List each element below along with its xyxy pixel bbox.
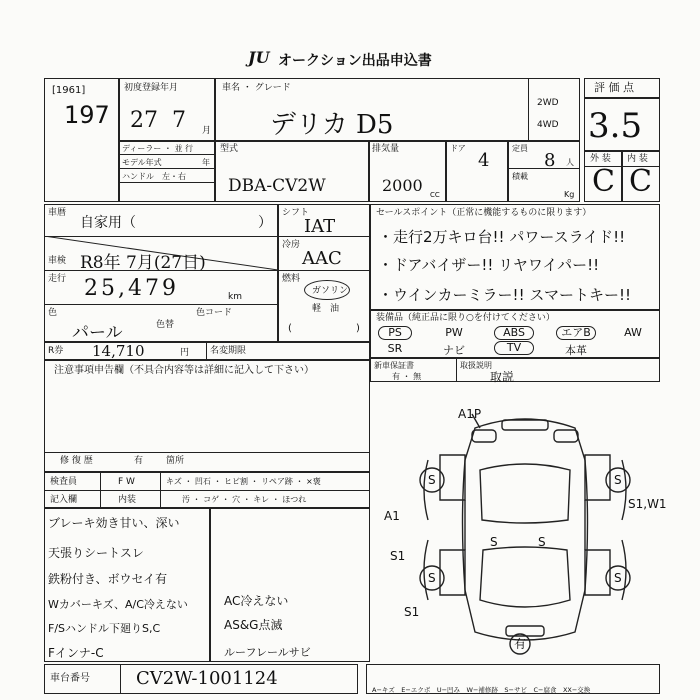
color-code-label: 色コード xyxy=(196,308,233,318)
lot-code: [1961] xyxy=(52,85,86,96)
km-unit: km xyxy=(228,292,242,302)
diagram-mark-s-center-r: S xyxy=(538,535,546,549)
rating-value: 3.5 xyxy=(588,106,643,146)
notes-header: 注意事項申告欄（不具合内容等は詳細に記入して下さい） xyxy=(54,365,314,376)
first-reg-year: 27 xyxy=(130,108,158,133)
capacity-label: 定員 xyxy=(512,144,528,153)
diagram-mark-s-rl: S xyxy=(428,571,436,585)
doors: 4 xyxy=(478,150,490,171)
note-right-1: AC冷えない xyxy=(224,594,289,608)
equip-tv: TV xyxy=(494,341,534,355)
handle-label: ハンドル 左・右 xyxy=(122,172,186,181)
chassis-value: CV2W-1001124 xyxy=(136,668,278,689)
record-label: 記入欄 xyxy=(50,495,78,505)
chassis-label: 車台番号 xyxy=(50,673,90,684)
exterior-grade: C xyxy=(592,164,615,199)
load-label: 積載 xyxy=(512,172,528,181)
sales-point-3: ・ウインカーミラー!! スマートキー!! xyxy=(378,286,632,304)
warranty-opts: 有 ・ 無 xyxy=(392,372,422,381)
yen-unit: 円 xyxy=(180,348,190,358)
fuel-light: 軽 油 xyxy=(312,304,340,314)
inspect-fw-items: キズ ・ 凹石 ・ ヒビ割 ・ リペア跡 ・ ×褒 xyxy=(166,477,321,486)
note-1: ブレーキ効き甘い、深い xyxy=(48,516,180,530)
sales-points-label: セールスポイント（正常に機能するものに限ります） xyxy=(376,208,592,218)
rating-label: 評 価 点 xyxy=(594,81,634,94)
lot-number: 197 xyxy=(64,101,110,129)
r-fee-value: 14,710 xyxy=(92,342,145,360)
first-reg-month: 7 xyxy=(172,108,186,133)
mileage-value: 25,479 xyxy=(84,276,179,301)
diagram-mark-s1-bottom: S1 xyxy=(404,605,420,619)
color-change-label: 色替 xyxy=(156,320,175,330)
color-value: パール xyxy=(72,323,123,343)
warranty-label: 新車保証書 xyxy=(374,361,414,370)
mileage-label: 走行 xyxy=(48,274,67,284)
model-code: DBA-CV2W xyxy=(228,176,326,196)
wd2-label: 2WD xyxy=(537,98,559,108)
diagram-mark-s-rr: S xyxy=(614,571,622,585)
equip-navi: ナビ xyxy=(443,344,465,357)
note-2: 天張りシートスレ xyxy=(48,546,144,560)
equip-pw: PW xyxy=(445,326,463,339)
diagram-mark-s-fl: S xyxy=(428,473,436,487)
diagram-mark-s1w1: S1,W1 xyxy=(628,497,667,511)
title-area xyxy=(248,48,478,70)
diagram-mark-spare: 有 xyxy=(514,637,527,651)
fuel-gas: ガソリン xyxy=(312,286,349,296)
interior-grade: C xyxy=(629,164,652,199)
capacity: 8 xyxy=(544,150,556,171)
interior-label: 内 装 xyxy=(627,154,648,164)
shift-value: IAT xyxy=(304,216,336,237)
shift-label: シフト xyxy=(282,208,310,218)
car-damage-diagram xyxy=(380,400,670,660)
first-reg-label: 初度登録年月 xyxy=(124,83,179,93)
diagram-mark-s1-left: S1 xyxy=(390,549,406,563)
history-label: 車暦 xyxy=(48,208,67,218)
diagram-mark-s-fr: S xyxy=(614,473,622,487)
equip-ps: PS xyxy=(378,326,412,340)
equip-airbag: エアB xyxy=(556,326,596,340)
r-fee-label: R券 xyxy=(48,346,64,356)
history-value: 自家用（ xyxy=(80,215,136,231)
cc-unit: CC xyxy=(430,191,440,199)
history-close: ） xyxy=(258,215,272,231)
color-label: 色 xyxy=(48,308,58,318)
note-right-2: AS&G点滅 xyxy=(224,618,283,632)
inspector-label: 検査員 xyxy=(50,477,78,487)
dealer-label: ディーラー ・ 並 行 xyxy=(122,144,193,153)
form-title: オークション出品申込書 xyxy=(278,53,432,69)
repair-hist-label: 修 復 歴 xyxy=(60,456,93,466)
handwritten-notes-right-box xyxy=(210,508,370,662)
model-year-label: モデル年式 xyxy=(122,158,162,167)
diagram-mark-a1: A1 xyxy=(384,509,400,523)
displacement-label: 排気量 xyxy=(372,144,400,154)
equip-aw: AW xyxy=(624,326,642,339)
diagram-mark-a1p: A1P xyxy=(458,407,482,421)
exterior-label: 外 装 xyxy=(590,154,611,164)
shaken-label: 車検 xyxy=(48,256,67,266)
fuel-circle xyxy=(304,280,350,300)
damage-legend: A−キズ E−エクボ U−凹み W−補修跡 S−サビ C−腐食 XX−交換 xyxy=(372,686,591,694)
interior-items: 汚 ・ コゲ ・ 穴 ・ キレ ・ ほつれ xyxy=(182,495,307,504)
first-reg-month-unit: 月 xyxy=(202,126,212,136)
repair-opt: 有 xyxy=(134,456,144,466)
note-right-3: ルーフレールサビ xyxy=(224,646,311,659)
manual-value: 取説 xyxy=(490,370,515,384)
note-4: Wカバーキズ、A/C冷えない xyxy=(48,598,188,611)
ac-value: AAC xyxy=(302,248,342,269)
wd4-label: 4WD xyxy=(537,120,559,130)
car-name: デリカ D5 xyxy=(270,110,394,140)
manual-header: 取扱説明 xyxy=(460,361,492,370)
ju-logo: JU xyxy=(248,48,270,67)
shaken-value: R8年 7月(27日) xyxy=(80,253,206,273)
diagram-mark-s-center-l: S xyxy=(490,535,498,549)
repair-loc: 箇所 xyxy=(166,456,185,466)
sales-point-1: ・走行2万キロ台!! パワースライド!! xyxy=(378,228,626,246)
car-grade-label: 車名 ・ グレード xyxy=(222,83,291,93)
interior-lbl: 内装 xyxy=(118,495,137,505)
door-label: ドア xyxy=(450,144,466,153)
note-5: F/Sハンドル下廻りS,C xyxy=(48,622,161,635)
sales-point-2: ・ドアバイザー!! リヤワイパー!! xyxy=(378,256,600,274)
equipment-label: 装備品（純正品に限り○を付けてください） xyxy=(376,313,555,323)
model-code-label: 型式 xyxy=(220,144,239,154)
lot-number-box xyxy=(44,78,120,202)
model-year-unit: 年 xyxy=(202,158,210,167)
displacement: 2000 xyxy=(382,176,423,195)
equip-sr: SR xyxy=(387,342,403,355)
note-6: Fインナ-C xyxy=(48,646,104,660)
fuel-label: 燃料 xyxy=(282,274,301,284)
equip-leather: 本革 xyxy=(565,344,587,357)
capacity-unit: 人 xyxy=(566,158,574,167)
name-change-label: 名変期限 xyxy=(210,346,247,356)
note-3: 鉄粉付き、ボウセイ有 xyxy=(48,572,168,586)
equip-abs: ABS xyxy=(494,326,534,340)
equipment-grid xyxy=(374,326,656,356)
cooler-label: 冷房 xyxy=(282,240,301,250)
load-unit: Kg xyxy=(564,190,575,199)
inspect-fw: F W xyxy=(118,477,135,487)
